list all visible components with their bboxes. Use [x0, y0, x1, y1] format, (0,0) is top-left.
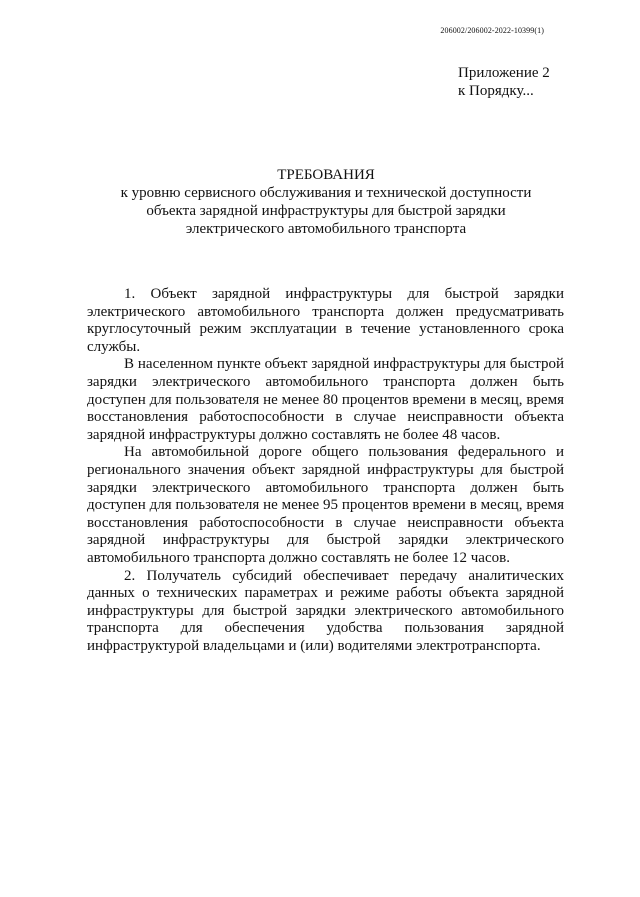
appendix-reference: [458, 64, 550, 100]
title-heading: ТРЕБОВАНИЯ: [277, 167, 375, 183]
title-line-3: электрического автомобильного транспорта: [185, 221, 467, 237]
appendix-line-1: Приложение 2: [458, 65, 550, 81]
title-line-2: объекта зарядной инфраструктуры для быстрой зарядки: [146, 203, 506, 219]
paragraph-3: На автомобильной дороге общего пользования федерального и регионального значения объект зарядной инфраструктуры для быстрой зарядки электрического автомобильного транспорта должен быть доступен для пользователя не менее 95 процентов времени в месяц, время восстановления работоспособности в случае неисправности объекта зарядной инфраструктуры для быстрой зарядки электрического автомобильного транспорта должно составлять не более 12 часов.: [87, 444, 564, 566]
title-line-1: к уровню сервисного обслуживания и технической доступности: [120, 185, 532, 201]
document-title: [60, 166, 592, 238]
paragraph-1: 1. Объект зарядной инфраструктуры для быстрой зарядки электрического автомобильного транспорта должен предусматривать круглосуточный режим эксплуатации в течение установленного срока службы.: [87, 286, 564, 355]
paragraph-4: 2. Получатель субсидий обеспечивает передачу аналитических данных о технических параметрах и режиме работы объекта зарядной инфраструктуры для быстрой зарядки электрического автомобильного транспорта для обеспечения удобства пользования зарядной инфраструктурой владельцами и (или) водителями электротранспорта.: [87, 567, 564, 654]
document-id: 206002/206002-2022-10399(1): [440, 26, 544, 35]
document-body: [87, 286, 564, 655]
paragraph-2: В населенном пункте объект зарядной инфраструктуры для быстрой зарядки электрического автомобильного транспорта должен быть доступен для пользователя не менее 80 процентов времени в месяц, время восстановления работоспособности в случае неисправности объекта зарядной инфраструктуры должно составлять не более 48 часов.: [87, 356, 564, 443]
appendix-line-2: к Порядку...: [458, 83, 534, 99]
